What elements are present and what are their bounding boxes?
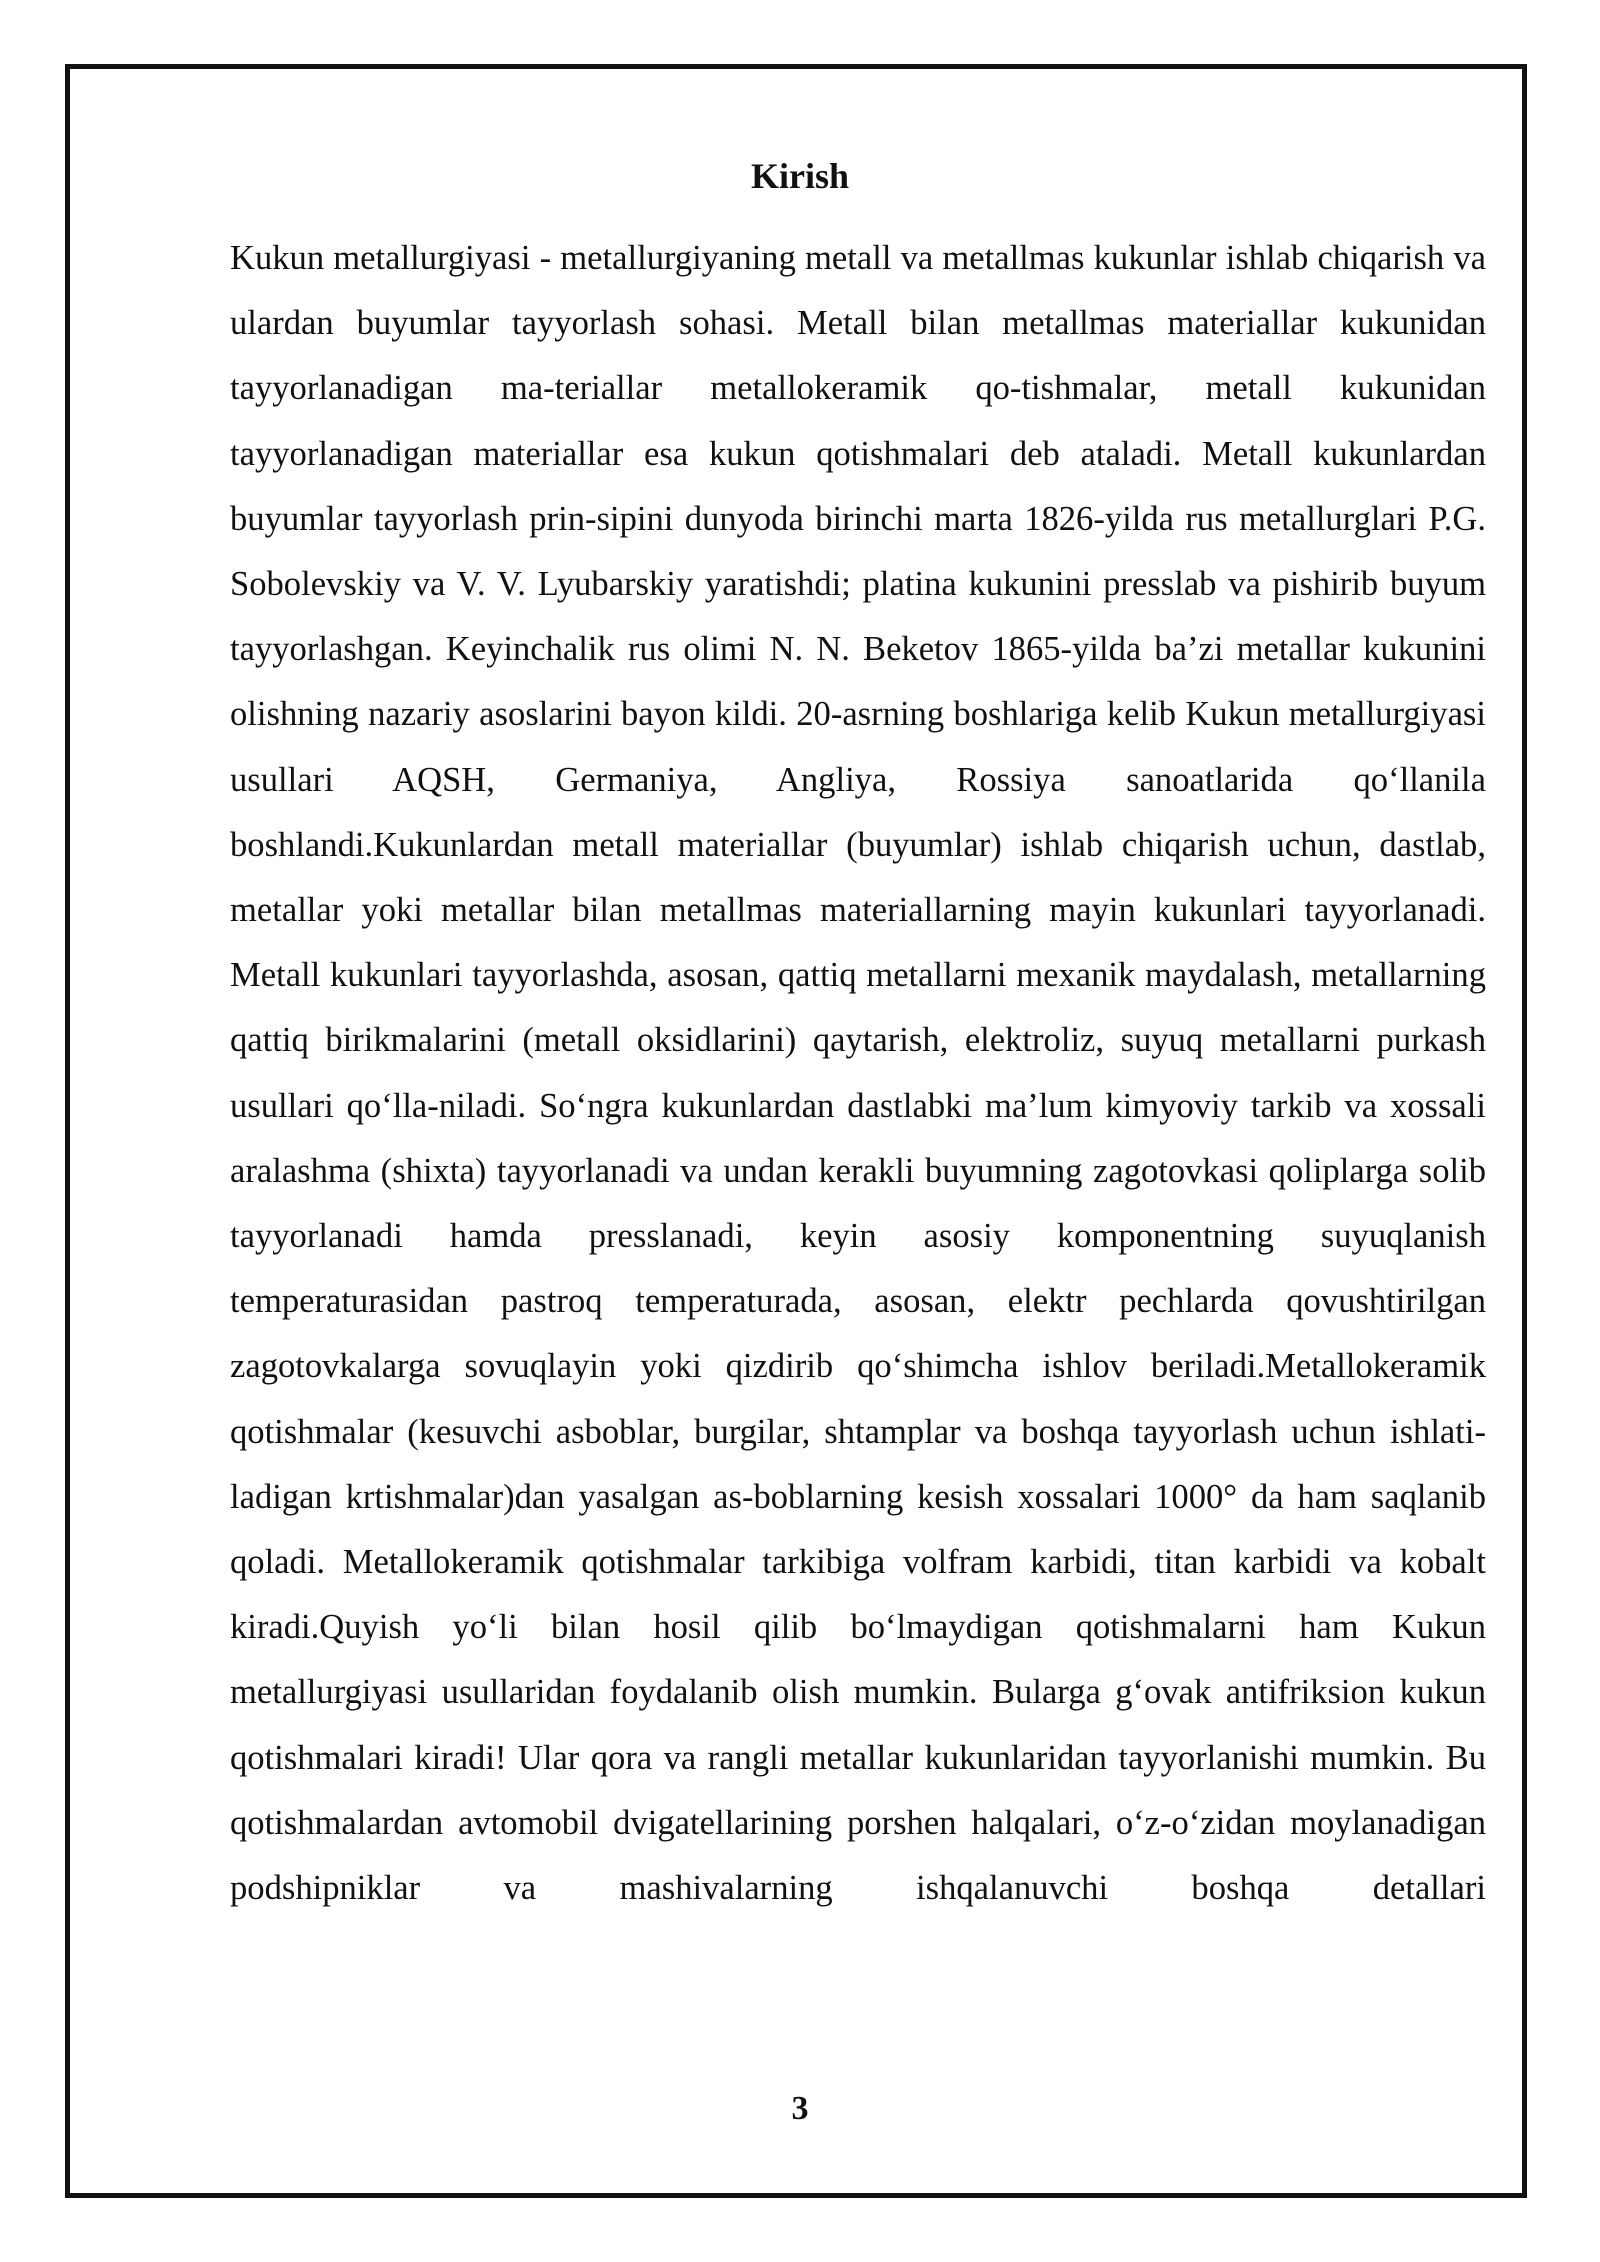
page-number: 3: [791, 2090, 809, 2127]
body-paragraph: Kukun metallurgiyasi - metallurgiyaning metall va metallmas kukunlar ishlab chiqarish va ulardan buyumlar tayyorlash sohasi. Metall bilan metallmas materiallar kukunidan tayyorlanadigan ma-teriallar metallokeramik qo-tishmalar, metall kukunidan tayyorlanadigan materiallar esa kukun qotishmalari deb ataladi. Metall kukunlardan buyumlar tayyorlash prin-sipini dunyoda birinchi marta 1826-yilda rus metallurglari P.G. Sobolevskiy va V. V. Lyubarskiy yaratishdi; platina kukunini presslab va pishirib buyum tayyorlashgan. Keyinchalik rus olimi N. N. Beketov 1865-yilda ba’zi metallar kukunini olishning nazariy asoslarini bayon kildi. 20-asrning boshlariga kelib Kukun metallurgiyasi usullari AQSH, Germaniya, Angliya, Rossiya sanoatlarida qo‘llanila boshlandi.Kukunlardan metall materiallar (buyumlar) ishlab chiqarish uchun, dastlab, metallar yoki metallar bilan metallmas materiallarning mayin kukunlari tayyorlanadi. Metall kukunlari tayyorlashda, asosan, qattiq metallarni mexanik maydalash, metallarning qattiq birikmalarini (metall oksidlarini) qaytarish, elektroliz, suyuq metallarni purkash usullari qo‘lla-niladi. So‘ngra kukunlardan dastlabki ma’lum kimyoviy tarkib va xossali aralashma (shixta) tayyorlanadi va undan kerakli buyumning zagotovkasi qoliplarga solib tayyorlanadi hamda presslanadi, keyin asosiy komponentning suyuqlanish temperaturasidan pastroq temperaturada, asosan, elektr pechlarda qovushtirilgan zagotovkalarga sovuqlayin yoki qizdirib qo‘shimcha ishlov beriladi.Metallokeramik qotishmalar (kesuvchi asboblar, burgilar, shtamplar va boshqa tayyorlash uchun ishlati-ladigan krtishmalar)dan yasalgan as-boblarning kesish xossalari 1000° da ham saqlanib qoladi. Metallokeramik qotishmalar tarkibiga volfram karbidi, titan karbidi va kobalt kiradi.Quyish yo‘li bilan hosil qilib bo‘lmaydigan qotishmalarni ham Kukun metallurgiyasi usullaridan foydalanib olish mumkin. Bularga g‘ovak antifriksion kukun qotishmalari kiradi! Ular qora va rangli metallar kukunlaridan tayyorlanishi mumkin. Bu qotishmalardan avtomobil dvigatellarining porshen halqalari, o‘z-o‘zidan moylanadigan podshipniklar va mashivalarning ishqalanuvchi boshqa detallari: [230, 239, 1486, 1908]
page-title: Kirish: [750, 156, 849, 196]
